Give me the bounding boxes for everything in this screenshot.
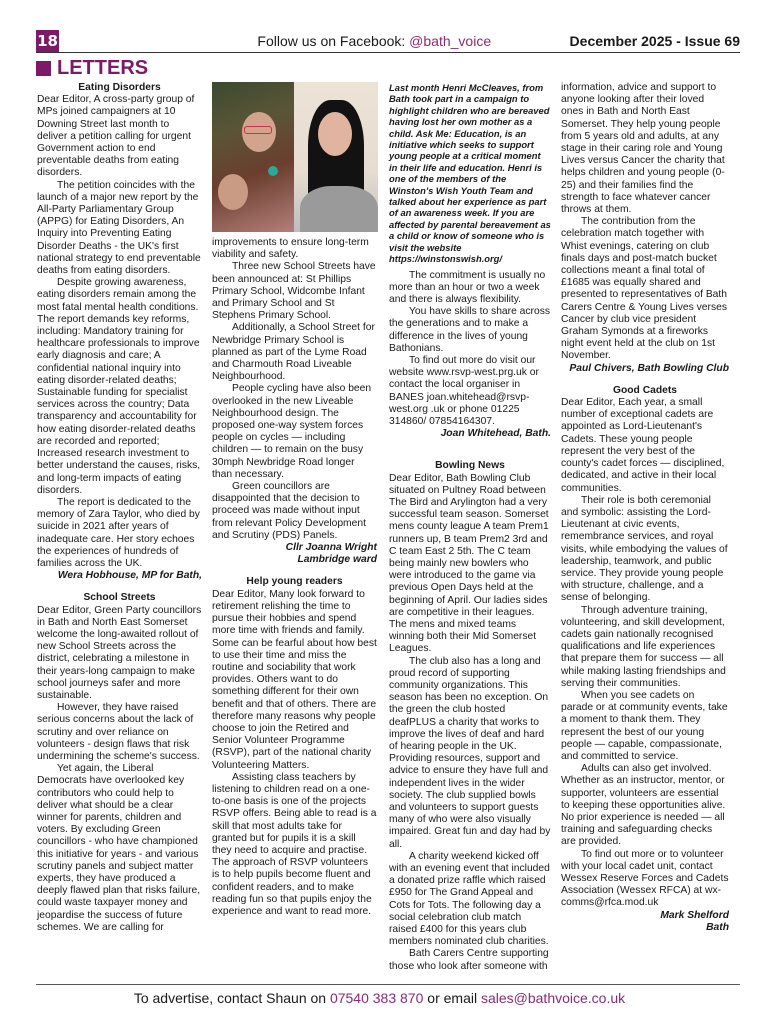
letter-signature-place: Bath bbox=[706, 921, 729, 933]
footer-email-link[interactable]: sales@bathvoice.co.uk bbox=[480, 990, 626, 1006]
photo-childhood bbox=[212, 82, 294, 232]
page-number: 18 bbox=[37, 32, 58, 50]
paragraph: Dear Editor, Bath Bowling Club situated on Pultney Road between The Bird and Arylington had a very successful team season. Somerset mens county league A team Prem1 runners up, B team Prem2 3rd and C team East 2 5th. The C team being mainly new bowlers who were introduced to the game via previous Open Days held at the beginning of April. Our ladies sides are competitive in their leagues. The mens and mixed teams winning both their Mid Somerset Leagues. bbox=[389, 472, 549, 655]
page-header bbox=[36, 30, 740, 53]
facebook-follow bbox=[59, 33, 570, 49]
henri-photo bbox=[212, 82, 378, 232]
letter-signature: Wera Hobhouse, MP for Bath, bbox=[57, 570, 202, 582]
paragraph: Green councillors are disappointed that the decision to proceed was made without input from relevant Policy Development and Scrutiny (PDS) Panels. bbox=[212, 481, 366, 541]
paragraph: To find out more or to volunteer with your local cadet unit, contact Wessex Reserve Forces and Cadets Association (Wessex RFCA) at wx-comms@rfca.mod.uk bbox=[561, 848, 729, 909]
advert-footer bbox=[0, 990, 759, 1006]
paragraph: The contribution from the celebration match together with Whist evenings, catering on club finals days and post-match bucket collections meant a final total of £1685 was equally shared and presented to representatives of Bath Carers Centre & Young Lives verses Cancer by club vice president Graham Symonds at a fireworks night event held at the club on 1st November. bbox=[561, 216, 727, 362]
letter-signature: Joan Whitehead, Bath. bbox=[440, 428, 551, 440]
column-2 bbox=[212, 82, 377, 918]
paragraph: improvements to ensure long-term viability and safety. bbox=[212, 237, 369, 261]
letter-good-cadets bbox=[561, 385, 729, 934]
paragraph: The club also has a long and proud record of supporting community organizations. This season has been no exception. On the green the club hosted deafPLUS a charity that works to improve the lives of deaf and hard of hearing people in the UK. Providing resources, support and advice to ensure they have full and independent lives in the wider society. The club supplied bowls and volunteers to support guests many of who were also visually impaired. Great fun and day had by all. bbox=[389, 655, 551, 850]
paragraph: Dear Editor, Each year, a small number of exceptional cadets are appointed as Lord-Lieutenant's Cadets. These young people represent the very best of the county's cadet forces — disciplined, dedicated, and active in their local communities. bbox=[561, 397, 725, 494]
square-bullet-icon bbox=[36, 61, 51, 76]
letter-school-streets bbox=[37, 592, 202, 934]
photo-portrait bbox=[294, 82, 378, 232]
paragraph: Dear Editor, Green Party councillors in Bath and North East Somerset welcome the long-awaited rollout of new School Streets across the district, celebrating a milestone in their years-long campaign to make school journeys safer and more sustainable. bbox=[37, 604, 202, 701]
paragraph: People cycling have also been overlooked in the new Liveable Neighbourhood design. The proposed one-way system forces people on cycles — including children — to remain on the busy 30mph Newbridge Road longer than necessary. bbox=[212, 383, 372, 480]
paragraph: Dear Editor, Many look forward to retirement relishing the time to pursue their hobbies and spend more time with friends and family. Some can be fearful about how best to use their time and miss the routine and sociability that work provides. Others want to do something different for their own benefit and that of others. There are therefore many reasons why people choose to join the Retired and Senior Volunteer Programme (RSVP), part of the national charity Volunteering Matters. bbox=[212, 588, 377, 771]
letter-signature: Cllr Joanna Wright bbox=[285, 542, 377, 554]
paragraph: You have skills to share across the generations and to make a difference in the lives of young Bathonians. bbox=[389, 306, 550, 354]
paragraph: However, they have raised serious concerns about the lack of scrutiny and over reliance on volunteers - design flaws that risk undermining the scheme's success. bbox=[37, 702, 200, 762]
paragraph: Additionally, a School Street for Newbridge Primary School is planned as part of the Lyme Road and Charmouth Road Liveable Neighbourhood. bbox=[212, 322, 375, 383]
paragraph: The report is dedicated to the memory of Zara Taylor, who died by suicide in 2021 after years of inadequate care. Her story echoes the experiences of hundreds of families across the UK. bbox=[37, 496, 200, 569]
letter-signature: Paul Chivers, Bath Bowling Club bbox=[569, 362, 729, 374]
follow-text: Follow us on Facebook: bbox=[257, 33, 410, 49]
paragraph: information, advice and support to anyone looking after their loved ones in Bath and North East Somerset. They help young people from 5 years old and adults, at any stage in their caring role and Young Lives versus Cancer the charity that helps children and young people (0-25) and their families find the strength to face whatever cancer throws at them. bbox=[561, 82, 725, 216]
paragraph: When you see cadets on parade or at community events, take a moment to thank them. They represent the best of our young people — capable, compassionate, and committed to service. bbox=[561, 689, 728, 762]
letter-heading: School Streets bbox=[83, 592, 156, 604]
letter-help-young-readers bbox=[212, 576, 377, 918]
footer-prefix: To advertise, contact Shaun on bbox=[133, 990, 330, 1006]
letter-eating-disorders bbox=[37, 82, 202, 582]
column-3 bbox=[389, 82, 551, 973]
letter-heading: Bowling News bbox=[435, 460, 505, 472]
paragraph: The commitment is usually no more than an hour or two a week and there is always flexibility. bbox=[389, 269, 546, 305]
paragraph: The petition coincides with the launch of a major new report by the All-Party Parliamentary Group (APPG) for Eating Disorders, An Inquiry into Preventing Eating Disorder Deaths - the UK's first national strategy to end preventable deaths from eating disorders. bbox=[37, 179, 201, 277]
paragraph: Dear Editor, A cross-party group of MPs joined campaigners at 10 Downing Street last month to deliver a petition calling for urgent Government action to end preventable deaths from eating disorders. bbox=[37, 94, 195, 179]
paragraph: Their role is both ceremonial and symbolic: assisting the Lord-Lieutenant at civic events, remembrance services, and royal visits, while embodying the values of leadership, teamwork, and public service. They provide young people with structure, challenge, and a sense of belonging. bbox=[561, 494, 728, 604]
paragraph: Yet again, the Liberal Democrats have overlooked key contributors who could help to deliver what should be a clear winner for parents, children and voters. By excluding Green councillors - who have championed this initiative for years - and various scrutiny panels and subject matter experts, they have produced a deeply flawed plan that risks failure, could waste taxpayer money and jeopardise the success of future schemes. We are calling for bbox=[37, 763, 201, 933]
section-title: LETTERS bbox=[57, 56, 149, 79]
paragraph: A charity weekend kicked off with an evening event that included a donated prize raffle which raised £950 for The Grand Appeal and Cots for Tots. The following day a social celebration club match raised £400 for this years club members nominated club charities. bbox=[389, 850, 550, 948]
letter-bowling-news bbox=[389, 460, 551, 973]
paragraph: Despite growing awareness, eating disorders remain among the most fatal mental health conditions. The report demands key reforms, including: Mandatory training for healthcare professionals to improve early diagnosis and care; A confidential national inquiry into eating disorder-related deaths; Sustainable funding for specialist services across the country; Data transparency and accountability for how eating disorder-related deaths are recorded and reported; Increased research investment to better understand the causes, risks, and long-term impacts of eating disorders. bbox=[37, 277, 201, 496]
letter-heading: Good Cadets bbox=[612, 384, 678, 396]
letter-heading: Help young readers bbox=[246, 576, 343, 588]
letter-heading: Eating Disorders bbox=[78, 82, 161, 93]
photo-caption: Last month Henri McCleaves, from Bath took part in a campaign to highlight children who are bereaved having lost her own mother as a child. Ask Me: Education, is an initiative which seeks to support young people at a critical moment in their life and education. Henri is one of the members of the Winston's Wish Youth Team and talked about her experience as part of an awareness week. If you are affected by parental bereavement as a child or know of someone who is visit the website https://winstonswish.org/ bbox=[389, 82, 551, 265]
issue-date: December 2025 - Issue 69 bbox=[569, 33, 740, 49]
footer-phone-link[interactable]: 07540 383 870 bbox=[329, 990, 424, 1006]
letter-signature-ward: Lambridge ward bbox=[297, 554, 377, 566]
paragraph: Adults can also get involved. Whether as an instructor, mentor, or supporter, volunteers are essential to keeping these opportunities alive. No prior experience is needed — all training and safeguarding checks are provided. bbox=[561, 763, 726, 848]
paragraph: Three new School Streets have been announced at: St Phillips Primary School, Widcombe Infant and Primary School and St Stephens Primary School. bbox=[212, 261, 376, 322]
paragraph: To find out more do visit our website www.rsvp-west.prg.uk or contact the local organiser in BANES joan.whitehead@rsvp-west.org .uk or phone 01225 314860/ 07854164307. bbox=[389, 354, 539, 427]
footer-divider bbox=[36, 984, 740, 985]
paragraph: Through adventure training, volunteering, and skill development, cadets gain nationally recognised qualifications and life experiences that prepare them for success — all while making lasting friendships and serving their communities. bbox=[561, 604, 726, 689]
paragraph: Assisting class teachers by listening to children read on a one-to-one basis is one of the projects RSVP offers. Being able to read is a skill that most adults take for granted but for pupils it is a skill they need to acquire and practise. The approach of RSVP volunteers is to help pupils become fluent and confident readers, and to make reading fun so that pupils enjoy the experience and want to read more. bbox=[212, 771, 377, 917]
column-4 bbox=[561, 82, 729, 934]
section-heading bbox=[36, 56, 148, 80]
footer-middle: or email bbox=[423, 990, 481, 1006]
paragraph: Bath Carers Centre supporting those who look after someone with bbox=[389, 948, 549, 972]
column-1 bbox=[37, 82, 202, 934]
letter-signature: Mark Shelford bbox=[660, 909, 729, 921]
facebook-handle-link[interactable]: @bath_voice bbox=[409, 33, 492, 49]
